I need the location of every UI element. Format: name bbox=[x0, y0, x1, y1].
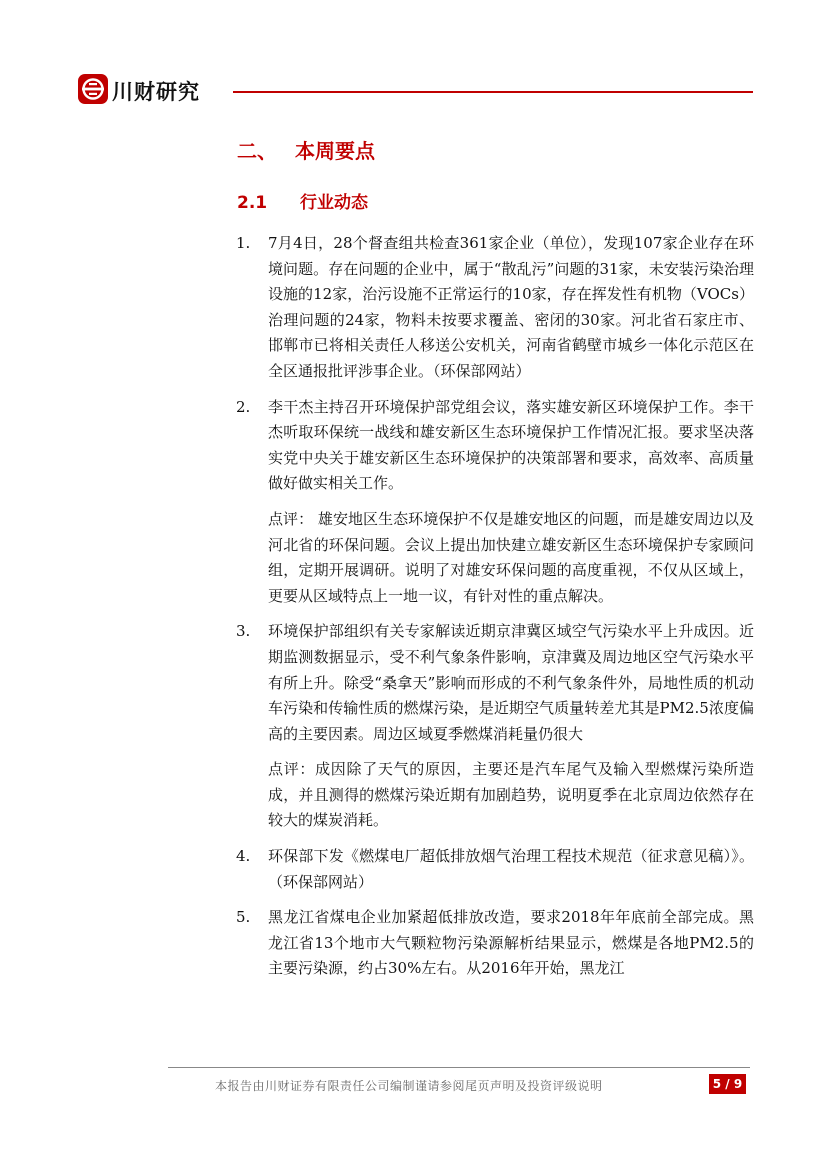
logo-text: 川财研究 bbox=[112, 80, 200, 104]
list-item-text: 环境保护部组织有关专家解读近期京津冀区域空气污染水平上升成因。近期监测数据显示，受不利气象条件影响，京津冀及周边地区空气污染水平有所上升。除受“桑拿天”影响而形成的不利气象条件外，局地性质的机动车污染和传输性质的燃煤污染，是近期空气质量转差尤其是PM2.5浓度偏高的主要因素。周边区域夏季燃煤消耗量仍很大 bbox=[268, 622, 754, 743]
list-item-text: 黑龙江省煤电企业加紧超低排放改造，要求2018年年底前全部完成。黑龙江省13个地市大气颗粒物污染源解析结果显示，燃煤是各地PM2.5的主要污染源，约占30%左右。从2016年开始，黑龙江 bbox=[268, 908, 754, 978]
list-item-text: 李干杰主持召开环境保护部党组会议，落实雄安新区环境保护工作。李干杰听取环保统一战线和雄安新区生态环境保护工作情况汇报。要求坚决落实党中央关于雄安新区生态环境保护的决策部署和要求，高效率、高质量做好做实相关工作。 bbox=[268, 397, 754, 493]
list-item bbox=[236, 905, 754, 982]
section-title: 本周要点 bbox=[295, 139, 375, 163]
list-item-text: 7月4日，28个督查组共检查361家企业（单位），发现107家企业存在环境问题。存在问题的企业中，属于“散乱污”问题的31家，未安装污染治理设施的12家，治污设施不正常运行的10家，存在挥发性有机物（VOCs）治理问题的24家，物料未按要求覆盖、密闭的30家。河北省石家庄市、邯郸市已将相关责任人移送公安机关，河南省鹤壁市城乡一体化示范区在全区通报批评涉事企业。（环保部网站） bbox=[268, 234, 754, 380]
list-item-number: 4. bbox=[236, 847, 251, 866]
footer-divider bbox=[168, 1067, 750, 1068]
chuancai-logo-icon bbox=[78, 74, 108, 104]
section-heading bbox=[237, 135, 375, 164]
subsection-heading bbox=[237, 188, 368, 213]
subsection-title: 行业动态 bbox=[300, 193, 368, 213]
page-body bbox=[236, 231, 754, 992]
list-item-number: 5. bbox=[236, 908, 251, 927]
list-item-number: 1. bbox=[236, 234, 251, 252]
list-item bbox=[236, 231, 754, 385]
list-item-text: 环保部下发《燃煤电厂超低排放烟气治理工程技术规范（征求意见稿）》。（环保部网站） bbox=[268, 847, 754, 891]
comment-paragraph: 点评： 雄安地区生态环境保护不仅是雄安地区的问题，而是雄安周边以及河北省的环保问题。会议上提出加快建立雄安新区生态环境保护专家顾问组，定期开展调研。说明了对雄安环保问题的高度重视，不仅从区域上，更要从区域特点上一地一议，有针对性的重点解决。 bbox=[268, 509, 754, 605]
page-number-badge: 5 / 9 bbox=[709, 1074, 746, 1094]
list-item bbox=[236, 844, 754, 895]
list-item bbox=[236, 395, 754, 497]
list-item bbox=[236, 619, 754, 747]
header-divider bbox=[233, 91, 753, 93]
footer-disclaimer: 本报告由川财证券有限责任公司编制谨请参阅尾页声明及投资评级说明 bbox=[215, 1079, 603, 1093]
section-number: 二、 bbox=[237, 139, 277, 163]
comment-paragraph: 点评：成因除了天气的原因，主要还是汽车尾气及输入型燃煤污染所造成，并且测得的燃煤污染近期有加剧趋势，说明夏季在北京周边依然存在较大的煤炭消耗。 bbox=[268, 760, 754, 830]
page-header bbox=[78, 74, 758, 110]
list-item-number: 2. bbox=[236, 397, 251, 416]
subsection-number: 2.1 bbox=[237, 193, 268, 213]
list-item-number: 3. bbox=[236, 622, 251, 641]
